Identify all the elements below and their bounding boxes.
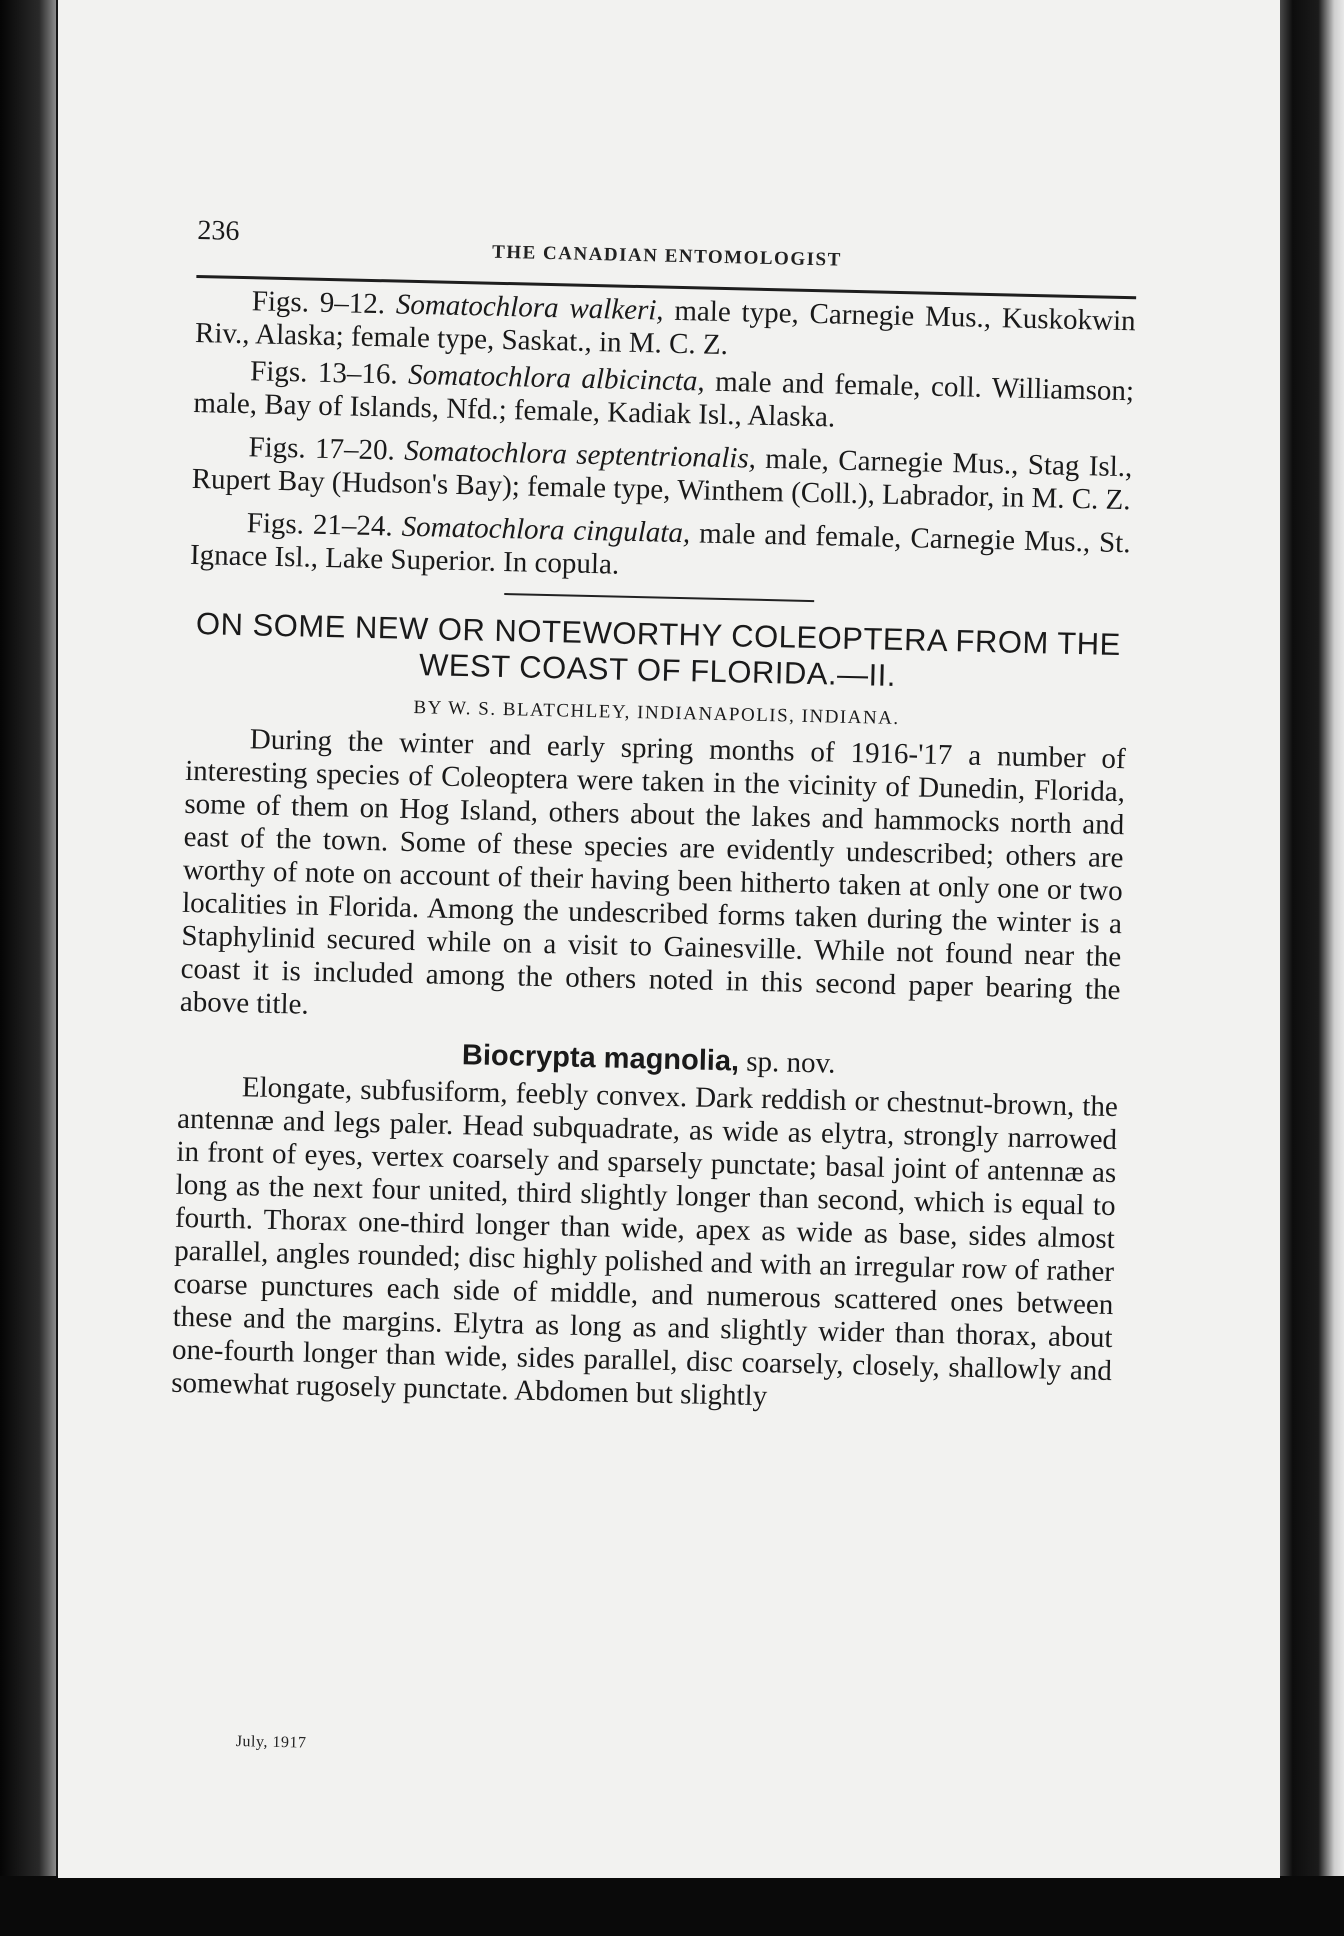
figure-caption bbox=[191, 430, 1132, 517]
caption-text: male and female, Carnegie Mus., St. Ignace Isl., Lake Superior. In copula. bbox=[189, 517, 1131, 581]
book-page bbox=[58, 0, 1280, 1878]
species-suffix: sp. nov. bbox=[745, 1045, 836, 1080]
running-head bbox=[197, 205, 1138, 274]
article-byline: BY W. S. BLATCHLEY, INDIANAPOLIS, INDIANA. bbox=[413, 697, 900, 730]
caption-figs: Figs. 9–12. bbox=[251, 285, 386, 321]
caption-species: Somatochlora albicincta, bbox=[407, 358, 706, 398]
caption-text: male and female, coll. Williamson; male, Bay of Islands, Nfd.; female, Kadiak Isl., Alaska. bbox=[193, 365, 1135, 434]
page-content bbox=[171, 205, 1138, 1421]
caption-text: male type, Carnegie Mus., Kuskokwin Riv., Alaska; female type, Saskat., in M. C. Z. bbox=[194, 294, 1136, 362]
printing-date: July, 1917 bbox=[235, 1733, 307, 1752]
caption-figs: Figs. 17–20. bbox=[248, 431, 396, 467]
journal-title: THE CANADIAN ENTOMOLOGIST bbox=[491, 241, 842, 271]
scan-right-margin bbox=[1280, 0, 1344, 1936]
article-title: ON SOME NEW OR NOTEWORTHY COLEOPTERA FROM THE WEST COAST OF FLORIDA.—II. bbox=[195, 606, 1122, 693]
caption-species: Somatochlora walkeri, bbox=[395, 288, 664, 327]
caption-species: Somatochlora cingulata, bbox=[401, 510, 691, 550]
intro-paragraph: During the winter and early spring months of 1916-'17 a number of interesting species of Coleoptera were taken in the vicinity of Dunedin, Florida, some of them on Hog Island, others about the lakes and hammocks north and east of the town. Some of these species are evidently undescribed; others are worthy of note on account of their having been hitherto taken at only one or two localities in Florida. Among the undescribed forms taken during the winter is a Staphylinid secured while on a visit to Gainesville. While not found near the coast it is included among the others noted in this second paper bearing the above title. bbox=[179, 723, 1127, 1021]
scan-left-margin bbox=[0, 0, 56, 1936]
caption-text: male, Carnegie Mus., Stag Isl., Rupert Bay (Hudson's Bay); female type, Winthem (Coll.), Labrador, in M. C. Z. bbox=[191, 442, 1133, 517]
caption-figs: Figs. 13–16. bbox=[249, 355, 399, 391]
description-paragraph: Elongate, subfusiform, feebly convex. Dark reddish or chestnut-brown, the antennæ and legs paler. Head subquadrate, as wide as elytra, strongly narrowed in front of eyes, vertex coarsely and sparsely punctate; basal joint of antennæ as long as the next four united, third slightly longer than second, which is equal to fourth. Thorax one-third longer than wide, apex as wide as base, sides almost parallel, angles rounded; disc highly polished and with an irregular row of rather coarse punctures each side of middle, and numerous scattered ones between these and the margins. Elytra as long as and slightly wider than thorax, about one-fourth longer than wide, sides parallel, disc coarsely, closely, shallowly and somewhat rugosely punctate. Abdomen but slightly bbox=[170, 1071, 1119, 1413]
caption-species: Somatochlora septentrionalis, bbox=[403, 434, 757, 475]
figure-captions bbox=[190, 284, 1136, 593]
figure-caption bbox=[190, 506, 1131, 593]
page-number: 236 bbox=[197, 214, 240, 247]
species-name: Biocrypta magnolia, bbox=[461, 1039, 740, 1078]
section-divider bbox=[504, 593, 814, 602]
scan-bottom-margin bbox=[0, 1876, 1344, 1936]
caption-figs: Figs. 21–24. bbox=[246, 507, 394, 543]
